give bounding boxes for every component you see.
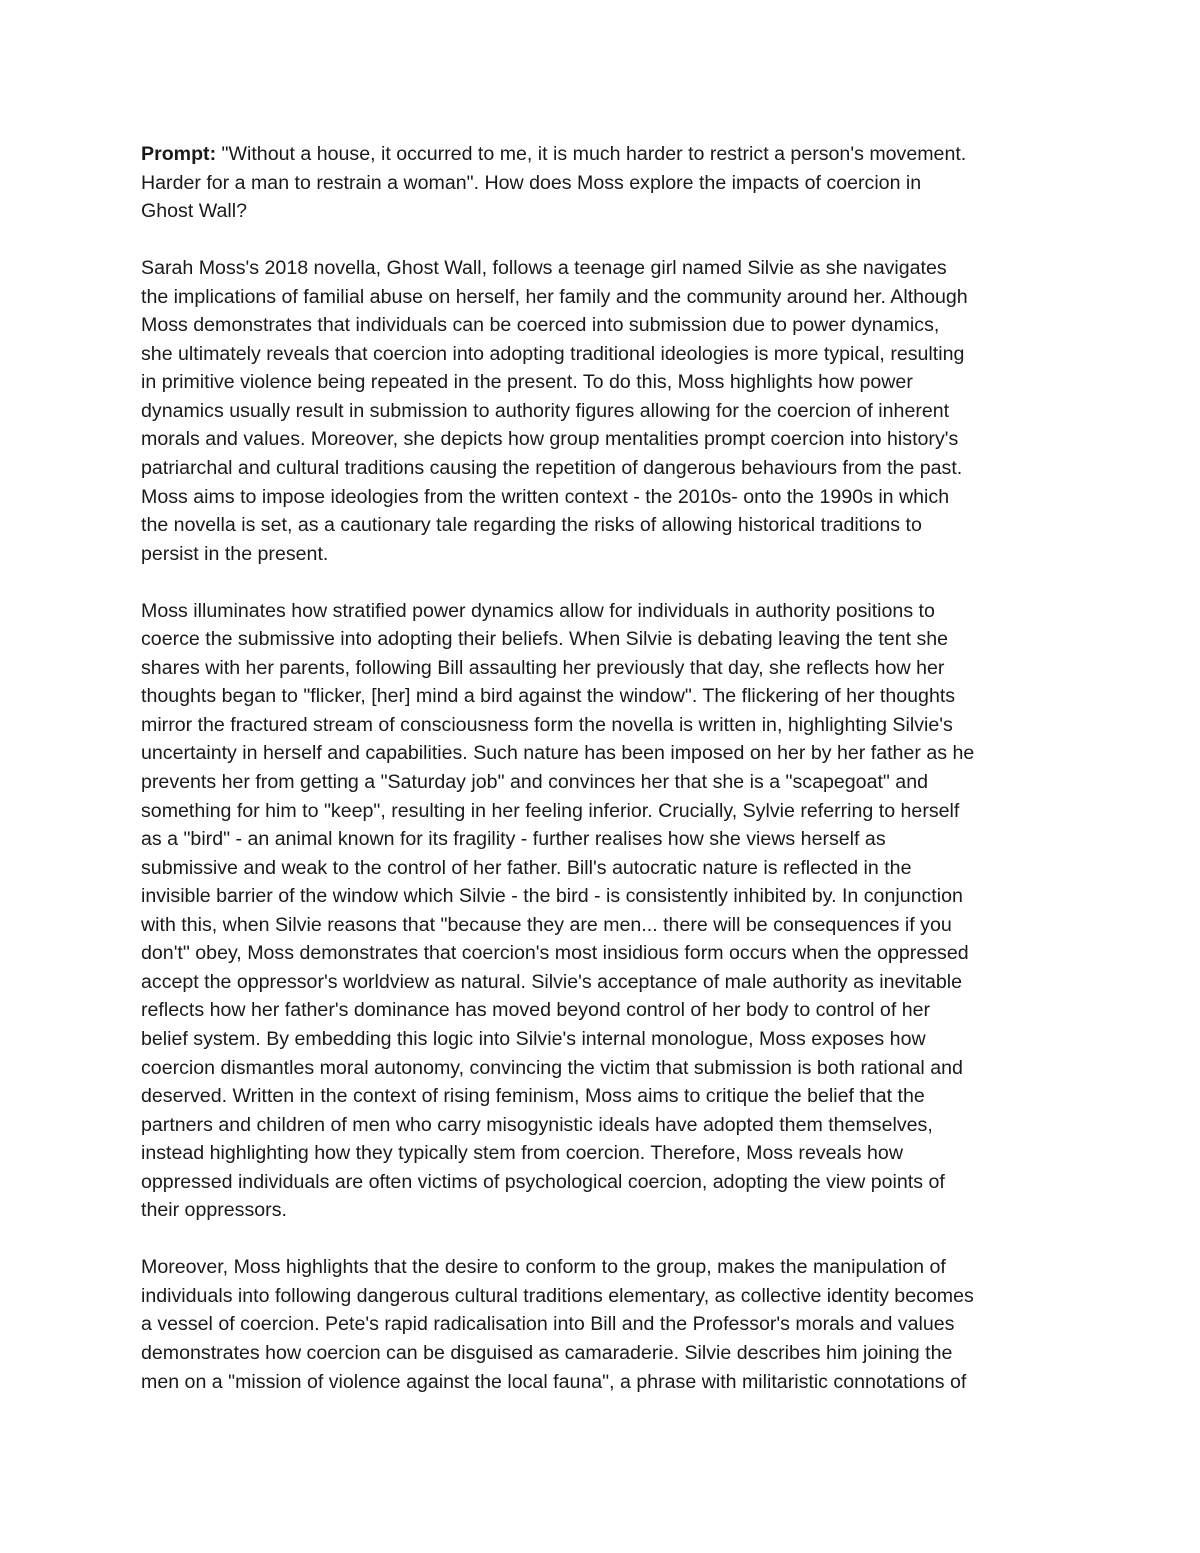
prompt-paragraph	[141, 140, 1071, 226]
body-line: Moss demonstrates that individuals can be coerced into submission due to power dynamics,	[141, 314, 940, 337]
body-line: with this, when Silvie reasons that "because they are men... there will be consequences if you	[141, 913, 952, 936]
body-line: as a "bird" - an animal known for its fragility - further realises how she views herself as	[141, 828, 886, 851]
body-line: a vessel of coercion. Pete's rapid radicalisation into Bill and the Professor's morals and values	[141, 1313, 955, 1336]
body-line: deserved. Written in the context of rising feminism, Moss aims to critique the belief that the	[141, 1085, 925, 1108]
body-line: individuals into following dangerous cultural traditions elementary, as collective identity becomes	[141, 1284, 974, 1307]
body-line: reflects how her father's dominance has moved beyond control of her body to control of her	[141, 999, 931, 1022]
body-line: mirror the fractured stream of consciousness form the novella is written in, highlighting Silvie's	[141, 713, 953, 736]
body-line: demonstrates how coercion can be disguised as camaraderie. Silvie describes him joining the	[141, 1341, 953, 1364]
body-line: oppressed individuals are often victims of psychological coercion, adopting the view points of	[141, 1170, 945, 1193]
body-line: coerce the submissive into adopting their beliefs. When Silvie is debating leaving the tent she	[141, 628, 949, 651]
body-line: something for him to "keep", resulting in her feeling inferior. Crucially, Sylvie referring to herself	[141, 799, 960, 822]
body-paragraph-group-conformity	[141, 1253, 1071, 1396]
body-line: coercion dismantles moral autonomy, convincing the victim that submission is both rational and	[141, 1056, 963, 1079]
body-line: in primitive violence being repeated in the present. To do this, Moss highlights how power	[141, 371, 913, 394]
body-line: patriarchal and cultural traditions causing the repetition of dangerous behaviours from the past.	[141, 457, 963, 480]
body-line: the implications of familial abuse on herself, her family and the community around her. Although	[141, 285, 968, 308]
body-line: dynamics usually result in submission to authority figures allowing for the coercion of inherent	[141, 399, 950, 422]
body-paragraph-power-dynamics	[141, 597, 1071, 1225]
intro-paragraph	[141, 254, 1071, 568]
body-line: Moss illuminates how stratified power dynamics allow for individuals in authority positions to	[141, 599, 935, 622]
body-line: thoughts began to "flicker, [her] mind a bird against the window". The flickering of her thoughts	[141, 685, 956, 708]
body-line: instead highlighting how they typically stem from coercion. Therefore, Moss reveals how	[141, 1142, 903, 1165]
body-line: prevents her from getting a "Saturday job" and convinces her that she is a "scapegoat" and	[141, 771, 929, 794]
prompt-label: Prompt:	[141, 143, 217, 165]
body-line: shares with her parents, following Bill assaulting her previously that day, she reflects how her	[141, 656, 945, 679]
prompt-line: Harder for a man to restrain a woman". How does Moss explore the impacts of coercion in	[141, 171, 922, 194]
paragraph-spacer	[141, 568, 1071, 597]
body-line: partners and children of men who carry misogynistic ideals have adopted them themselves,	[141, 1113, 933, 1136]
body-line: uncertainty in herself and capabilities. Such nature has been imposed on her by her father as he	[141, 742, 975, 765]
body-line: submissive and weak to the control of her father. Bill's autocratic nature is reflected in the	[141, 856, 912, 879]
body-line: their oppressors.	[141, 1199, 287, 1222]
body-line: morals and values. Moreover, she depicts how group mentalities prompt coercion into history's	[141, 428, 959, 451]
body-line: the novella is set, as a cautionary tale regarding the risks of allowing historical traditions to	[141, 514, 922, 537]
body-line: invisible barrier of the window which Silvie - the bird - is consistently inhibited by. In conjunction	[141, 885, 963, 908]
document-body	[141, 140, 1071, 1396]
body-line: accept the oppressor's worldview as natural. Silvie's acceptance of male authority as inevitable	[141, 970, 963, 993]
body-line: Sarah Moss's 2018 novella, Ghost Wall, follows a teenage girl named Silvie as she navigates	[141, 257, 947, 280]
paragraph-spacer	[141, 1225, 1071, 1254]
body-line: don't" obey, Moss demonstrates that coercion's most insidious form occurs when the oppressed	[141, 942, 969, 965]
body-line: Moreover, Moss highlights that the desire to conform to the group, makes the manipulation of	[141, 1256, 946, 1279]
body-line: belief system. By embedding this logic into Silvie's internal monologue, Moss exposes how	[141, 1027, 926, 1050]
body-line: persist in the present.	[141, 542, 329, 565]
prompt-line: Ghost Wall?	[141, 200, 247, 223]
body-line: she ultimately reveals that coercion into adopting traditional ideologies is more typical, resulting	[141, 342, 965, 365]
body-line: men on a "mission of violence against the local fauna", a phrase with militaristic connotations of	[141, 1370, 967, 1393]
prompt-line	[141, 140, 1071, 169]
prompt-text: "Without a house, it occurred to me, it is much harder to restrict a person's movement.	[216, 143, 967, 165]
paragraph-spacer	[141, 226, 1071, 255]
body-line: Moss aims to impose ideologies from the written context - the 2010s- onto the 1990s in which	[141, 485, 950, 508]
